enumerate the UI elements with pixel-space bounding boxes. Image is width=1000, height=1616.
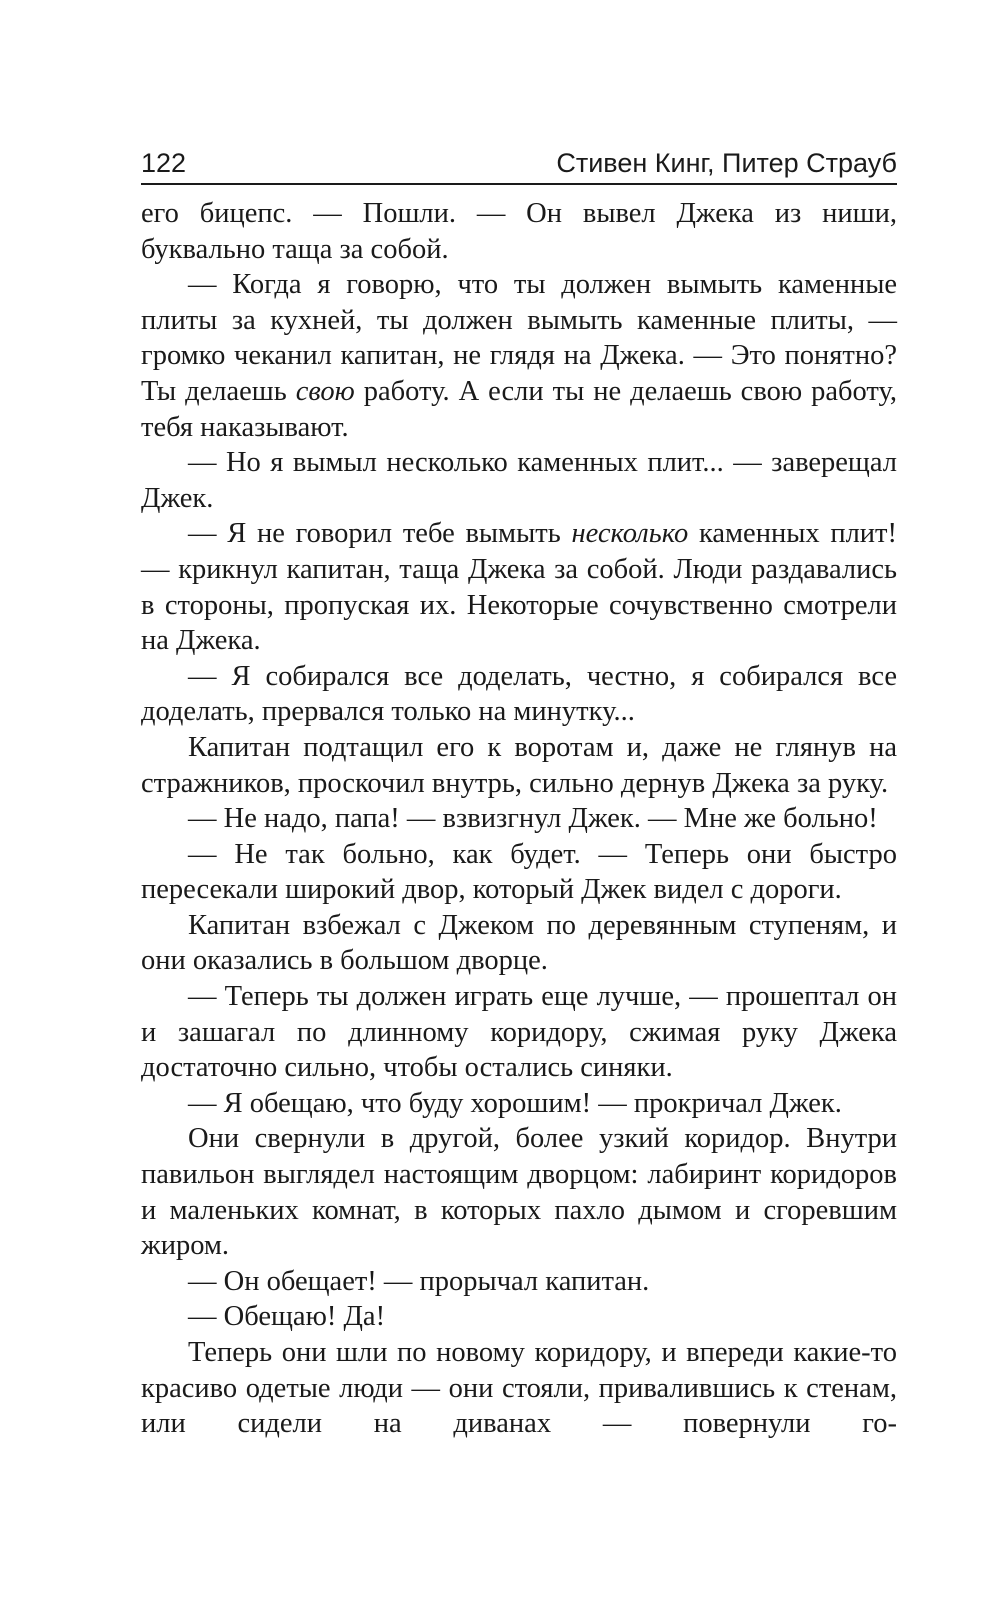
paragraph: — Я собирался все доделать, честно, я собирался все доделать, прервался только на минутку... bbox=[141, 660, 897, 728]
paragraph: — Я не говорил тебе вымыть несколько каменных плит! — крикнул капитан, таща Джека за собой. Люди раздавались в стороны, пропуская их. Некоторые сочувственно смотрели на Джека. bbox=[141, 518, 898, 657]
paragraph: — Не так больно, как будет. — Теперь они быстро пересекали широкий двор, который Джек видел с дороги. bbox=[141, 838, 897, 906]
author-title: Стивен Кинг, Питер Страуб bbox=[556, 148, 897, 178]
paragraph: Капитан взбежал с Джеком по деревянным ступеням, и они оказались в большом дворце. bbox=[141, 909, 897, 977]
paragraph: — Обещаю! Да! bbox=[188, 1301, 386, 1333]
paragraph: — Теперь ты должен играть еще лучше, — прошептал он и зашагал по длинному коридору, сжимая руку Джека достаточно сильно, чтобы остались синяки. bbox=[141, 981, 897, 1084]
paragraph: — Он обещает! — прорычал капитан. bbox=[188, 1265, 650, 1297]
paragraph: Теперь они шли по новому коридору, и впереди какие-то красиво одетые люди — они стояли, привалившись к стенам, или сидели на диванах — повернули го- bbox=[141, 1337, 897, 1440]
paragraph: Капитан подтащил его к воротам и, даже не глянув на стражников, проскочил внутрь, сильно дернув Джека за руку. bbox=[141, 731, 897, 799]
running-head bbox=[141, 143, 897, 185]
emphasis: несколько bbox=[571, 518, 689, 550]
paragraph: его бицепс. — Пошли. — Он вывел Джека из ниши, буквально таща за собой. bbox=[141, 198, 897, 265]
page-number: 122 bbox=[141, 148, 187, 178]
paragraph: — Не надо, папа! — взвизгнул Джек. — Мне же больно! bbox=[188, 803, 878, 835]
emphasis: свою bbox=[295, 375, 355, 407]
paragraph: — Я обещаю, что буду хорошим! — прокричал Джек. bbox=[188, 1087, 842, 1119]
paragraph: Они свернули в другой, более узкий коридор. Внутри павильон выглядел настоящим дворцом: лабиринт коридоров и маленьких комнат, в которых пахло дымом и сгоревшим жиром. bbox=[141, 1123, 897, 1262]
body-text bbox=[141, 196, 897, 1442]
paragraph: — Но я вымыл несколько каменных плит... — заверещал Джек. bbox=[141, 447, 897, 514]
paragraph: — Когда я говорю, что ты должен вымыть каменные плиты за кухней, ты должен вымыть каменные плиты, — громко чеканил капитан, не глядя на Джека. — Это понятно? Ты делаешь свою работу. А если ты не делаешь свою работу, тебя наказывают. bbox=[141, 269, 897, 443]
